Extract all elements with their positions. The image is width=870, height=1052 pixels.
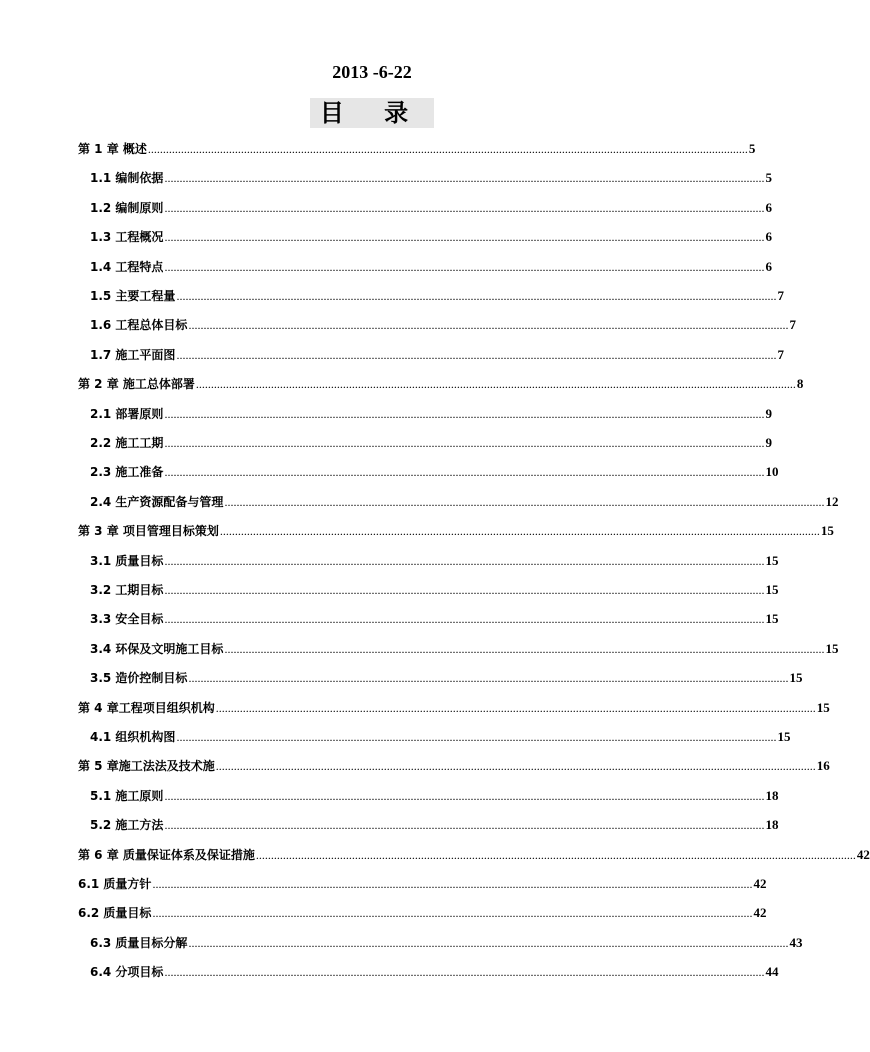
toc-entry-page: 15 [820, 523, 834, 539]
toc-entry-page: 7 [777, 346, 784, 362]
toc-entry-label: 2.1 部署原则 [90, 406, 164, 421]
toc-leader-dots: ........................................................................................................................................................................................................ [219, 524, 820, 539]
toc-entry-label: 第 2 章 施工总体部署 [78, 377, 195, 392]
toc-entry-label: 5.2 施工方法 [90, 818, 164, 833]
toc-leader-dots: ........................................................................................................................................................................................................ [215, 759, 816, 774]
toc-entry[interactable] [78, 375, 804, 392]
toc-entry[interactable] [90, 405, 772, 422]
toc-entry-page: 5 [765, 170, 772, 186]
toc-entry-label: 6.3 质量目标分解 [90, 935, 188, 950]
toc-leader-dots: ........................................................................................................................................................................................................ [188, 935, 789, 950]
toc-entry[interactable] [90, 728, 791, 745]
toc-entry-page: 9 [765, 435, 772, 450]
toc-leader-dots: ........................................................................................................................................................................................................ [176, 730, 777, 744]
toc-entry-page: 6 [765, 258, 772, 274]
toc-entry-label: 3.2 工期目标 [90, 583, 164, 597]
toc-entry[interactable] [90, 228, 772, 245]
toc-entry-page: 18 [765, 817, 779, 833]
toc-leader-dots: ........................................................................................................................................................................................................ [164, 818, 765, 833]
toc-entry-page: 7 [789, 317, 796, 333]
toc-leader-dots: ........................................................................................................................................................................................................ [164, 230, 765, 245]
toc-leader-dots: ........................................................................................................................................................................................................ [215, 700, 816, 715]
toc-title: 目 录 [310, 98, 434, 128]
toc-entry[interactable] [78, 522, 834, 539]
toc-entry-label: 1.2 编制原则 [90, 200, 164, 215]
toc-entry[interactable] [78, 846, 870, 863]
toc-entry-label: 第 4 章工程项目组织机构 [78, 700, 215, 715]
toc-entry[interactable] [90, 581, 779, 598]
toc-entry[interactable] [90, 287, 784, 304]
toc-entry[interactable] [90, 169, 772, 186]
toc-leader-dots: ........................................................................................................................................................................................................ [164, 436, 765, 450]
toc-leader-dots: ........................................................................................................................................................................................................ [164, 465, 765, 480]
toc-entry-label: 3.4 环保及文明施工目标 [90, 641, 224, 656]
toc-entry[interactable] [90, 258, 772, 275]
toc-leader-dots: ........................................................................................................................................................................................................ [164, 553, 765, 568]
toc-entry[interactable] [90, 934, 803, 951]
toc-entry-label: 5.1 施工原则 [90, 788, 164, 803]
toc-entry-label: 2.4 生产资源配备与管理 [90, 494, 224, 509]
toc-entry-page: 43 [789, 934, 803, 950]
toc-entry-page: 9 [765, 405, 772, 421]
toc-leader-dots: ........................................................................................................................................................................................................ [152, 906, 753, 921]
toc-entry-label: 6.4 分项目标 [90, 965, 164, 980]
toc-entry-page: 15 [765, 552, 779, 568]
toc-entry-page: 16 [816, 758, 830, 774]
toc-entry[interactable] [90, 816, 779, 833]
toc-leader-dots: ........................................................................................................................................................................................................ [188, 671, 789, 686]
toc-leader-dots: ........................................................................................................................................................................................................ [164, 259, 765, 274]
toc-entry-label: 1.6 工程总体目标 [90, 318, 188, 333]
toc-leader-dots: ........................................................................................................................................................................................................ [176, 347, 777, 362]
toc-entry[interactable] [90, 434, 772, 451]
toc-entry-page: 8 [796, 376, 804, 392]
toc-leader-dots: ........................................................................................................................................................................................................ [164, 612, 765, 627]
toc-leader-dots: ........................................................................................................................................................................................................ [164, 406, 765, 421]
toc-entry-page: 18 [765, 787, 779, 803]
toc-entry-label: 6.2 质量目标 [78, 906, 152, 921]
toc-entry[interactable] [90, 346, 784, 363]
toc-entry[interactable] [90, 552, 779, 569]
toc-leader-dots: ........................................................................................................................................................................................................ [164, 200, 765, 215]
toc-entry-label: 3.3 安全目标 [90, 612, 164, 627]
toc-entry-label: 1.1 编制依据 [90, 171, 164, 186]
toc-entry-page: 7 [777, 288, 784, 303]
toc-entry-label: 第 1 章 概述 [78, 142, 147, 156]
toc-entry-label: 4.1 组织机构图 [90, 730, 176, 744]
toc-leader-dots: ........................................................................................................................................................................................................ [152, 877, 753, 891]
toc-leader-dots: ........................................................................................................................................................................................................ [147, 142, 748, 156]
toc-leader-dots: ........................................................................................................................................................................................................ [224, 641, 825, 656]
toc-entry-page: 12 [825, 493, 839, 509]
toc-entry[interactable] [90, 316, 796, 333]
toc-entry[interactable] [90, 787, 779, 804]
toc-entry-page: 6 [765, 199, 772, 215]
toc-entry[interactable] [90, 610, 779, 627]
toc-entry-page: 10 [765, 464, 779, 480]
toc-entry[interactable] [90, 493, 839, 510]
toc-entry-page: 42 [856, 846, 870, 862]
toc-entry[interactable] [78, 904, 767, 921]
toc-entry[interactable] [90, 963, 779, 980]
toc-leader-dots: ........................................................................................................................................................................................................ [164, 583, 765, 597]
toc-entry-label: 1.5 主要工程量 [90, 289, 176, 303]
toc-leader-dots: ........................................................................................................................................................................................................ [164, 788, 765, 803]
toc-entry-label: 第 6 章 质量保证体系及保证措施 [78, 847, 255, 862]
toc-entry-label: 1.3 工程概况 [90, 230, 164, 245]
toc-entry-label: 3.5 造价控制目标 [90, 671, 188, 686]
toc-entry-label: 2.2 施工工期 [90, 436, 164, 450]
toc-entry-page: 15 [765, 582, 779, 597]
toc-entry-page: 15 [789, 670, 803, 686]
toc-entry-page: 15 [777, 729, 791, 744]
toc-entry[interactable] [78, 699, 830, 716]
toc-entry[interactable] [78, 757, 830, 774]
toc-entry[interactable] [90, 669, 803, 686]
toc-entry[interactable] [90, 463, 779, 480]
toc-leader-dots: ........................................................................................................................................................................................................ [195, 377, 796, 392]
toc-leader-dots: ........................................................................................................................................................................................................ [176, 289, 777, 303]
toc-leader-dots: ........................................................................................................................................................................................................ [224, 494, 825, 509]
toc-entry-label: 1.4 工程特点 [90, 259, 164, 274]
toc-entry-label: 2.3 施工准备 [90, 465, 164, 480]
toc-entry[interactable] [78, 140, 756, 157]
toc-leader-dots: ........................................................................................................................................................................................................ [164, 965, 765, 980]
toc-leader-dots: ........................................................................................................................................................................................................ [255, 847, 856, 862]
toc-entry-label: 3.1 质量目标 [90, 553, 164, 568]
toc-entry[interactable] [90, 640, 839, 657]
toc-leader-dots: ........................................................................................................................................................................................................ [164, 171, 765, 186]
toc-entry-page: 42 [753, 876, 767, 891]
toc-entry-page: 42 [753, 905, 767, 921]
toc-entry-label: 6.1 质量方针 [78, 877, 152, 891]
toc-entry-page: 44 [765, 964, 779, 980]
toc-leader-dots: ........................................................................................................................................................................................................ [188, 318, 789, 333]
toc-entry-page: 15 [816, 699, 830, 715]
document-date: 2013 -6-22 [332, 62, 412, 82]
toc-entry-page: 6 [765, 229, 772, 245]
toc-entry[interactable] [78, 875, 767, 892]
toc-entry[interactable] [90, 199, 772, 216]
toc-entry-label: 第 3 章 项目管理目标策划 [78, 524, 219, 539]
toc-entry-label: 1.7 施工平面图 [90, 347, 176, 362]
toc-entry-label: 第 5 章施工法法及技术施 [78, 759, 215, 774]
toc-entry-page: 15 [825, 640, 839, 656]
toc-entry-page: 5 [748, 141, 756, 156]
toc-entry-page: 15 [765, 611, 779, 627]
